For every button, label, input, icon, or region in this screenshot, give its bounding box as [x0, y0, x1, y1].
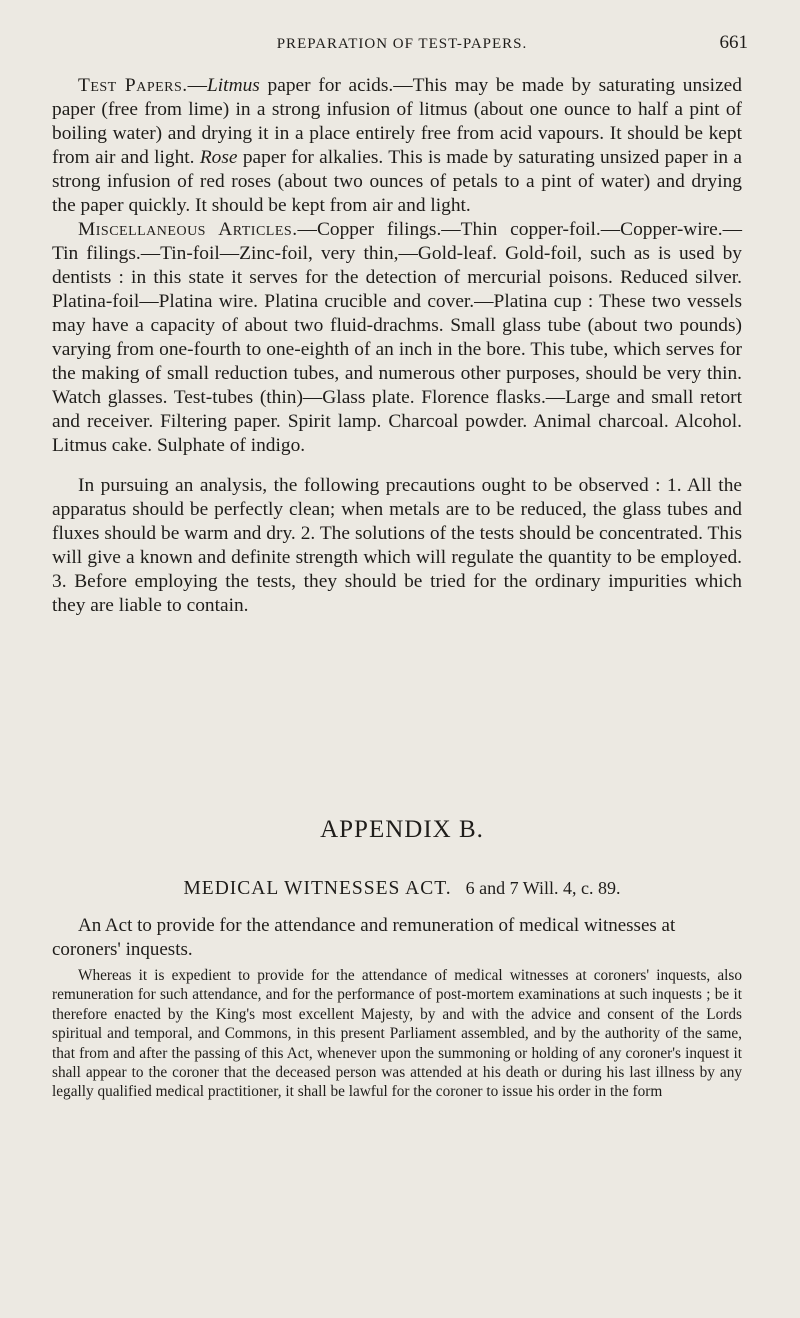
appendix-title: APPENDIX B. — [320, 816, 484, 843]
act-heading — [52, 878, 752, 900]
body-text — [52, 74, 742, 618]
act-body: Whereas it is expedient to provide for the attendance of medical witnesses at coroners' inquests, also remuneration for such attendance, and for the performance of post-mortem examinations at such inquests ; be it therefore enacted by the King's most excellent Majesty, by and with the advice and consent of the Lords spiritual and temporal, and Commons, in this present Parliament assembled, and by the authority of the same, that from and after the passing of this Act, whenever upon the summoning or holding of any coroner's inquest it shall appear to the coroner that the deceased person was attended at his death or during his last illness by any legally qualified medical practitioner, it shall be lawful for the coroner to issue his order in the form — [52, 967, 742, 1101]
running-title: PREPARATION OF TEST-PAPERS. — [276, 36, 528, 52]
text-run: —Copper filings.—Thin copper-foil.—Copper-wire.—Tin filings.—Tin-foil—Zinc-foil, very thin,—Gold-leaf. Gold-foil, such as is used by dentists : in this state it serves for the detection of mercurial poisons. Reduced silver. Platina-foil—Platina wire. Platina crucible and cover.—Platina cup : These two vessels may have a capacity of about two fluid-drachms. Small glass tube (about two pounds) varying from one-fourth to one-eighth of an inch in the bore. This tube, which serves for the making of small reduction tubes, and numerous other purposes, should be very thin. Watch glasses. Test-tubes (thin)—Glass plate. Florence flasks.—Large and small retort and receiver. Filtering paper. Spirit lamp. Charcoal powder. Animal charcoal. Alcohol. Litmus cake. Sulphate of indigo. — [52, 219, 742, 456]
text-run: — — [187, 75, 208, 96]
text-run: In pursuing an analysis, the following precautions ought to be observed : 1. All the apparatus should be perfectly clean; when metals are to be reduced, the glass tubes and fluxes should be warm and dry. 2. The solutions of the tests should be concentrated. This will give a known and definite strength which will regulate the quantity to be employed. 3. Before employing the tests, they should be tried for the ordinary impurities which they are liable to contain. — [52, 475, 742, 616]
act-citation: 6 and 7 Will. 4, c. 89. — [465, 878, 621, 898]
paragraph-precautions — [52, 474, 742, 618]
text-run-italic: Litmus — [207, 75, 260, 96]
text-run-italic: Rose — [199, 147, 238, 168]
text-run: paper for alkalies. This is made by saturating unsized paper in a strong infusion of red roses (about two ounces of petals to a pint of water) and drying the paper quickly. It should be kept from air and light. — [52, 147, 742, 216]
paragraph-lead: Test Papers. — [78, 75, 188, 96]
act-subtitle: An Act to provide for the attendance and remuneration of medical witnesses at coroners' inquests. — [52, 915, 676, 960]
running-head — [52, 32, 752, 56]
page-number: 661 — [719, 32, 748, 53]
paragraph-test-papers — [52, 74, 742, 218]
paragraph-miscellaneous-articles — [52, 218, 742, 458]
book-page — [52, 0, 752, 1318]
paragraph-lead: Miscellaneous Articles. — [78, 219, 298, 240]
act-name: MEDICAL WITNESSES ACT. — [183, 878, 452, 899]
text-run: paper for acids.—This may be made by saturating unsized paper (free from lime) in a strong infusion of litmus (about one ounce to half a pint of boiling water) and drying it in a place entirely free from acid vapours. It should be kept from air and light. — [52, 75, 742, 168]
